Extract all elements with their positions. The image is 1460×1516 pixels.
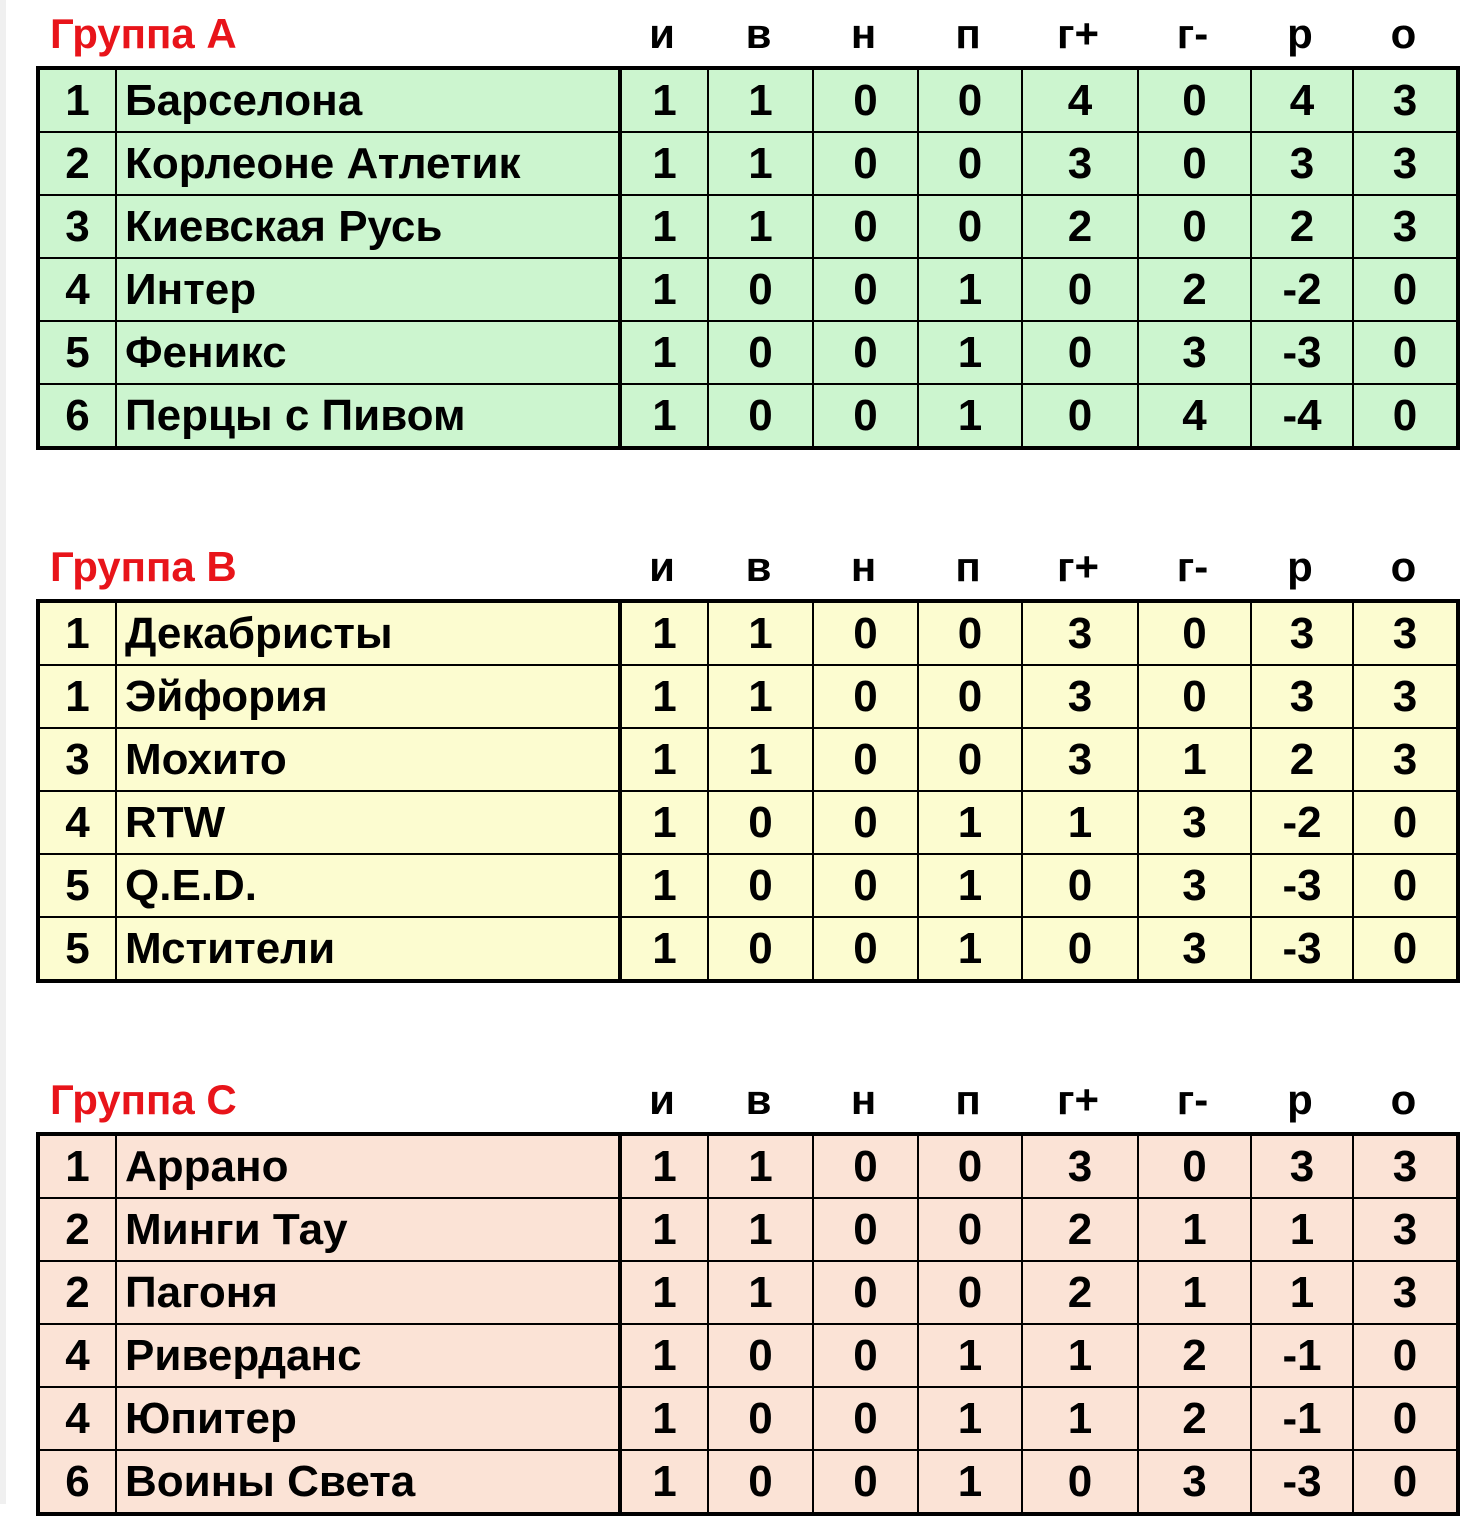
stat-cell: 2 <box>1251 728 1353 791</box>
stat-cell: 1 <box>620 665 708 728</box>
team-name-cell: Декабристы <box>116 601 620 665</box>
group-title: Группа С <box>50 1076 237 1123</box>
stat-cell: 3 <box>1353 665 1458 728</box>
table-row <box>38 665 1458 728</box>
table-row <box>38 1387 1458 1450</box>
team-name-cell: Киевская Русь <box>116 195 620 258</box>
stat-cell: 1 <box>708 728 813 791</box>
stat-cell: 0 <box>813 321 918 384</box>
table-row <box>38 321 1458 384</box>
stat-cell: 0 <box>1022 854 1138 917</box>
stat-cell: 1 <box>620 601 708 665</box>
stat-cell: 3 <box>1251 132 1353 195</box>
position-cell: 1 <box>38 1134 116 1198</box>
stat-cell: 4 <box>1022 68 1138 132</box>
column-header: п <box>955 10 981 57</box>
column-header: о <box>1390 10 1417 57</box>
team-name-cell: Минги Тау <box>116 1198 620 1261</box>
stat-cell: 1 <box>620 1198 708 1261</box>
stat-cell: 3 <box>1353 68 1458 132</box>
group-header <box>36 4 1456 66</box>
team-name-cell: Эйфория <box>116 665 620 728</box>
table-row <box>38 384 1458 448</box>
stat-cell: 0 <box>918 132 1022 195</box>
stat-cell: 0 <box>1138 132 1251 195</box>
stat-cell: 0 <box>1022 384 1138 448</box>
position-cell: 5 <box>38 917 116 981</box>
stat-cell: 0 <box>1138 1134 1251 1198</box>
stat-cell: 1 <box>1251 1198 1353 1261</box>
stat-cell: 1 <box>620 1324 708 1387</box>
column-header: г- <box>1176 10 1209 57</box>
team-name-cell: Аррано <box>116 1134 620 1198</box>
stat-cell: -2 <box>1251 258 1353 321</box>
stat-cell: 3 <box>1353 132 1458 195</box>
stat-cell: 0 <box>813 665 918 728</box>
stat-cell: 2 <box>1251 195 1353 258</box>
stat-cell: -2 <box>1251 791 1353 854</box>
table-row <box>38 68 1458 132</box>
stat-cell: 1 <box>620 917 708 981</box>
position-cell: 4 <box>38 1324 116 1387</box>
stat-cell: 2 <box>1022 1261 1138 1324</box>
stat-cell: 0 <box>813 728 918 791</box>
stat-cell: 3 <box>1022 665 1138 728</box>
stat-cell: 3 <box>1138 791 1251 854</box>
table-row <box>38 854 1458 917</box>
stat-cell: 1 <box>708 1198 813 1261</box>
team-name-cell: Интер <box>116 258 620 321</box>
stat-cell: 0 <box>708 1387 813 1450</box>
stat-cell: -1 <box>1251 1324 1353 1387</box>
stat-cell: 3 <box>1353 1261 1458 1324</box>
position-cell: 1 <box>38 601 116 665</box>
stat-cell: 1 <box>1022 1324 1138 1387</box>
group-header <box>36 537 1456 599</box>
stat-cell: 0 <box>708 384 813 448</box>
stat-cell: 0 <box>918 1134 1022 1198</box>
stat-cell: 3 <box>1353 1134 1458 1198</box>
stat-cell: 1 <box>620 791 708 854</box>
stat-cell: 0 <box>708 1324 813 1387</box>
stat-cell: 0 <box>1353 384 1458 448</box>
stat-cell: -4 <box>1251 384 1353 448</box>
stat-cell: 0 <box>1353 1387 1458 1450</box>
column-header: г+ <box>1056 1076 1100 1123</box>
stat-cell: 0 <box>1138 68 1251 132</box>
stat-cell: 0 <box>1022 1450 1138 1514</box>
column-header: п <box>955 543 981 590</box>
stat-cell: 1 <box>620 132 708 195</box>
stat-cell: 0 <box>1138 195 1251 258</box>
stat-cell: 0 <box>918 1198 1022 1261</box>
position-cell: 4 <box>38 258 116 321</box>
table-row <box>38 1198 1458 1261</box>
stat-cell: 0 <box>813 917 918 981</box>
stat-cell: 0 <box>813 1324 918 1387</box>
stat-cell: 1 <box>620 1261 708 1324</box>
stat-cell: 0 <box>813 791 918 854</box>
stat-cell: 0 <box>813 1134 918 1198</box>
column-header: н <box>850 543 877 590</box>
position-cell: 5 <box>38 854 116 917</box>
stat-cell: 0 <box>813 384 918 448</box>
stat-cell: 3 <box>1138 1450 1251 1514</box>
group-title: Группа В <box>50 543 237 590</box>
stat-cell: 0 <box>918 665 1022 728</box>
stat-cell: 1 <box>620 728 708 791</box>
position-cell: 5 <box>38 321 116 384</box>
stat-cell: 2 <box>1022 195 1138 258</box>
stat-cell: 2 <box>1138 258 1251 321</box>
stat-cell: 1 <box>620 854 708 917</box>
table-row <box>38 1324 1458 1387</box>
stat-cell: 0 <box>1353 321 1458 384</box>
stat-cell: 3 <box>1251 665 1353 728</box>
table-row <box>38 601 1458 665</box>
table-row <box>38 1450 1458 1514</box>
team-name-cell: Риверданс <box>116 1324 620 1387</box>
team-name-cell: Пагоня <box>116 1261 620 1324</box>
team-name-cell: Q.E.D. <box>116 854 620 917</box>
stat-cell: 0 <box>1353 1324 1458 1387</box>
stat-cell: 3 <box>1022 132 1138 195</box>
stat-cell: 1 <box>620 384 708 448</box>
stat-cell: 1 <box>918 854 1022 917</box>
stat-cell: 1 <box>1022 791 1138 854</box>
stat-cell: 0 <box>708 791 813 854</box>
column-header: в <box>745 543 772 590</box>
column-header: о <box>1390 1076 1417 1123</box>
team-name-cell: Перцы с Пивом <box>116 384 620 448</box>
stat-cell: 1 <box>708 132 813 195</box>
position-cell: 4 <box>38 1387 116 1450</box>
team-name-cell: Мстители <box>116 917 620 981</box>
column-header: г+ <box>1056 543 1100 590</box>
stat-cell: 0 <box>1022 321 1138 384</box>
stat-cell: 0 <box>813 854 918 917</box>
team-name-cell: Воины Света <box>116 1450 620 1514</box>
stat-cell: 3 <box>1022 601 1138 665</box>
stat-cell: 0 <box>813 68 918 132</box>
stat-cell: 0 <box>813 132 918 195</box>
stat-cell: 0 <box>708 258 813 321</box>
stat-cell: 0 <box>813 601 918 665</box>
stat-cell: 1 <box>918 917 1022 981</box>
stat-cell: 2 <box>1022 1198 1138 1261</box>
stat-cell: 0 <box>1353 854 1458 917</box>
stat-cell: 1 <box>620 258 708 321</box>
stat-cell: 0 <box>918 195 1022 258</box>
stat-cell: 1 <box>918 791 1022 854</box>
standings-table <box>36 66 1460 450</box>
stat-cell: 3 <box>1353 728 1458 791</box>
column-header: в <box>745 10 772 57</box>
table-row <box>38 1261 1458 1324</box>
position-cell: 1 <box>38 68 116 132</box>
group-c <box>36 1070 1456 1516</box>
team-name-cell: RTW <box>116 791 620 854</box>
stat-cell: 1 <box>708 1261 813 1324</box>
stat-cell: 0 <box>918 601 1022 665</box>
stat-cell: 4 <box>1251 68 1353 132</box>
stat-cell: 3 <box>1353 601 1458 665</box>
stat-cell: 1 <box>1138 1198 1251 1261</box>
stat-cell: 1 <box>918 384 1022 448</box>
stat-cell: 3 <box>1251 1134 1353 1198</box>
group-header <box>36 1070 1456 1132</box>
stat-cell: 0 <box>1138 601 1251 665</box>
group-b <box>36 537 1456 983</box>
stat-cell: 0 <box>1353 1450 1458 1514</box>
team-name-cell: Мохито <box>116 728 620 791</box>
stat-cell: 3 <box>1353 1198 1458 1261</box>
stat-cell: 2 <box>1138 1387 1251 1450</box>
stat-cell: 0 <box>813 1198 918 1261</box>
position-cell: 1 <box>38 665 116 728</box>
column-header: г- <box>1176 543 1209 590</box>
column-header: р <box>1287 1076 1313 1123</box>
table-row <box>38 258 1458 321</box>
stat-cell: 0 <box>1353 917 1458 981</box>
stat-cell: -3 <box>1251 1450 1353 1514</box>
sheet-left-strip <box>0 0 6 1504</box>
stat-cell: 1 <box>918 1387 1022 1450</box>
table-row <box>38 1134 1458 1198</box>
position-cell: 2 <box>38 1261 116 1324</box>
stat-cell: 1 <box>1022 1387 1138 1450</box>
column-header: и <box>649 543 675 590</box>
stat-cell: -3 <box>1251 917 1353 981</box>
stat-cell: 1 <box>708 195 813 258</box>
stat-cell: 1 <box>620 1134 708 1198</box>
column-header: н <box>850 10 877 57</box>
stat-cell: 0 <box>1022 917 1138 981</box>
column-header: р <box>1287 10 1313 57</box>
table-row <box>38 791 1458 854</box>
stat-cell: 3 <box>1138 321 1251 384</box>
table-row <box>38 195 1458 258</box>
stat-cell: 1 <box>620 1387 708 1450</box>
column-header: в <box>745 1076 772 1123</box>
stat-cell: 4 <box>1138 384 1251 448</box>
column-header: н <box>850 1076 877 1123</box>
stat-cell: 0 <box>813 1387 918 1450</box>
stat-cell: 0 <box>918 1261 1022 1324</box>
position-cell: 3 <box>38 195 116 258</box>
position-cell: 4 <box>38 791 116 854</box>
standings-table <box>36 1132 1460 1516</box>
team-name-cell: Феникс <box>116 321 620 384</box>
stat-cell: 0 <box>708 321 813 384</box>
stat-cell: 3 <box>1138 917 1251 981</box>
group-title: Группа А <box>50 10 237 57</box>
stat-cell: 1 <box>708 665 813 728</box>
column-header: и <box>649 10 675 57</box>
column-header: и <box>649 1076 675 1123</box>
column-header: г- <box>1176 1076 1209 1123</box>
position-cell: 2 <box>38 1198 116 1261</box>
position-cell: 3 <box>38 728 116 791</box>
stat-cell: 1 <box>918 1450 1022 1514</box>
stat-cell: 1 <box>708 601 813 665</box>
stat-cell: 2 <box>1138 1324 1251 1387</box>
stat-cell: 1 <box>620 1450 708 1514</box>
column-header: р <box>1287 543 1313 590</box>
column-header: г+ <box>1056 10 1100 57</box>
stat-cell: 0 <box>918 728 1022 791</box>
stat-cell: 0 <box>813 195 918 258</box>
position-cell: 2 <box>38 132 116 195</box>
stat-cell: 0 <box>1353 258 1458 321</box>
column-header: о <box>1390 543 1417 590</box>
stat-cell: 0 <box>813 1450 918 1514</box>
group-a <box>36 4 1456 450</box>
stat-cell: 3 <box>1022 728 1138 791</box>
column-header: п <box>955 1076 981 1123</box>
stat-cell: 0 <box>708 917 813 981</box>
team-name-cell: Барселона <box>116 68 620 132</box>
stat-cell: -1 <box>1251 1387 1353 1450</box>
stat-cell: 1 <box>620 68 708 132</box>
stat-cell: 0 <box>918 68 1022 132</box>
stat-cell: 0 <box>813 258 918 321</box>
position-cell: 6 <box>38 384 116 448</box>
standings-table <box>36 599 1460 983</box>
stat-cell: 3 <box>1138 854 1251 917</box>
stat-cell: 0 <box>1353 791 1458 854</box>
stat-cell: 1 <box>708 1134 813 1198</box>
stat-cell: 0 <box>1022 258 1138 321</box>
stat-cell: 1 <box>918 321 1022 384</box>
stat-cell: 1 <box>1138 728 1251 791</box>
table-row <box>38 728 1458 791</box>
stat-cell: 1 <box>1251 1261 1353 1324</box>
position-cell: 6 <box>38 1450 116 1514</box>
stat-cell: 0 <box>708 1450 813 1514</box>
stat-cell: -3 <box>1251 321 1353 384</box>
stat-cell: 1 <box>1138 1261 1251 1324</box>
stat-cell: 0 <box>708 854 813 917</box>
table-row <box>38 132 1458 195</box>
stat-cell: 3 <box>1353 195 1458 258</box>
stat-cell: 1 <box>708 68 813 132</box>
stat-cell: 0 <box>813 1261 918 1324</box>
stat-cell: 1 <box>620 195 708 258</box>
team-name-cell: Корлеоне Атлетик <box>116 132 620 195</box>
stat-cell: 1 <box>918 1324 1022 1387</box>
team-name-cell: Юпитер <box>116 1387 620 1450</box>
stat-cell: 1 <box>918 258 1022 321</box>
stat-cell: 0 <box>1138 665 1251 728</box>
stat-cell: 3 <box>1251 601 1353 665</box>
table-row <box>38 917 1458 981</box>
stat-cell: 3 <box>1022 1134 1138 1198</box>
stat-cell: 1 <box>620 321 708 384</box>
stat-cell: -3 <box>1251 854 1353 917</box>
